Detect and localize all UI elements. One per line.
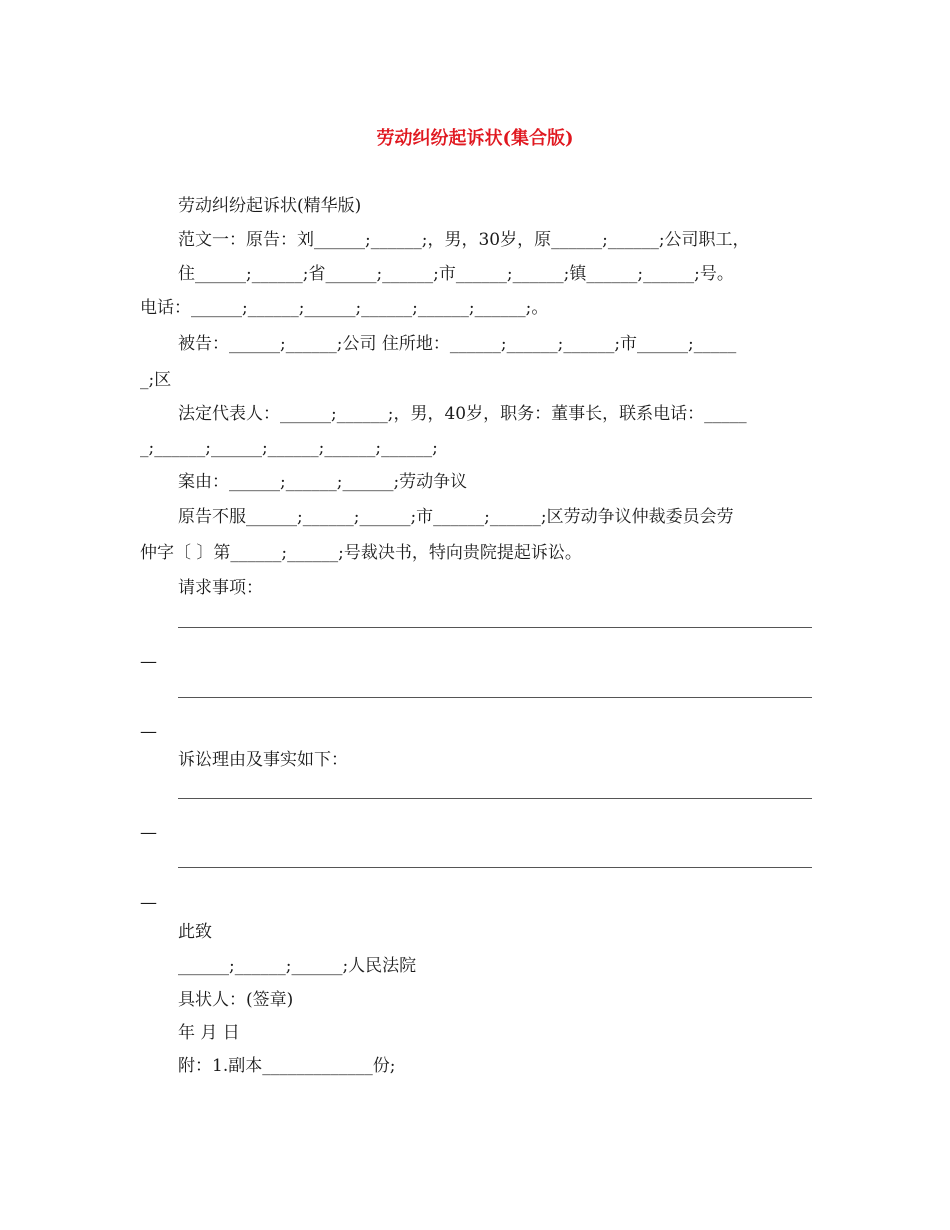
claims-blank-rule-1	[178, 627, 812, 628]
case-cause-line: 案由：______;______;______;劳动争议	[178, 472, 468, 492]
attachment-line: 附：1.副本_____________份;	[178, 1056, 396, 1076]
signer-line: 具状人：(签章)	[178, 990, 294, 1010]
plaintiff-line-2: 住______;______;省______;______;市______;______;镇______;______;号。	[178, 264, 734, 284]
reasons-blank-tail-1: —	[140, 823, 157, 843]
defendant-line-2: _;区	[140, 370, 172, 390]
claims-blank-tail-2: —	[140, 722, 157, 742]
reasons-blank-rule-1	[178, 798, 812, 799]
legal-representative-line-1: 法定代表人：______;______;，男，40岁，职务：董事长，联系电话：_____	[178, 404, 747, 424]
document-title: 劳动纠纷起诉状(集合版)	[376, 128, 574, 149]
reasons-heading: 诉讼理由及事实如下：	[178, 750, 348, 770]
reasons-blank-rule-2	[178, 867, 812, 868]
defendant-line-1: 被告：______;______;公司 住所地：______;______;______;市______;_____	[178, 334, 737, 354]
legal-representative-line-2: _;______;______;______;______;______;	[140, 438, 438, 458]
reasons-blank-tail-2: —	[140, 893, 157, 913]
court-line: ______;______;______;人民法院	[178, 956, 417, 976]
appeal-line-1: 原告不服______;______;______;市______;______;区劳动争议仲裁委员会劳	[178, 507, 734, 527]
phone-line: 电话：______;______;______;______;______;______;。	[140, 298, 549, 318]
plaintiff-line-1: 范文一：原告：刘______;______;，男，30岁，原______;______;公司职工，	[178, 230, 750, 250]
date-line: 年 月 日	[178, 1023, 240, 1043]
claims-heading: 请求事项：	[178, 578, 263, 598]
claims-blank-rule-2	[178, 697, 812, 698]
subtitle: 劳动纠纷起诉状(精华版)	[178, 196, 362, 216]
salutation: 此致	[178, 922, 212, 942]
appeal-line-2: 仲字〔 〕第______;______;号裁决书，特向贵院提起诉讼。	[140, 543, 582, 563]
claims-blank-tail-1: —	[140, 652, 157, 672]
